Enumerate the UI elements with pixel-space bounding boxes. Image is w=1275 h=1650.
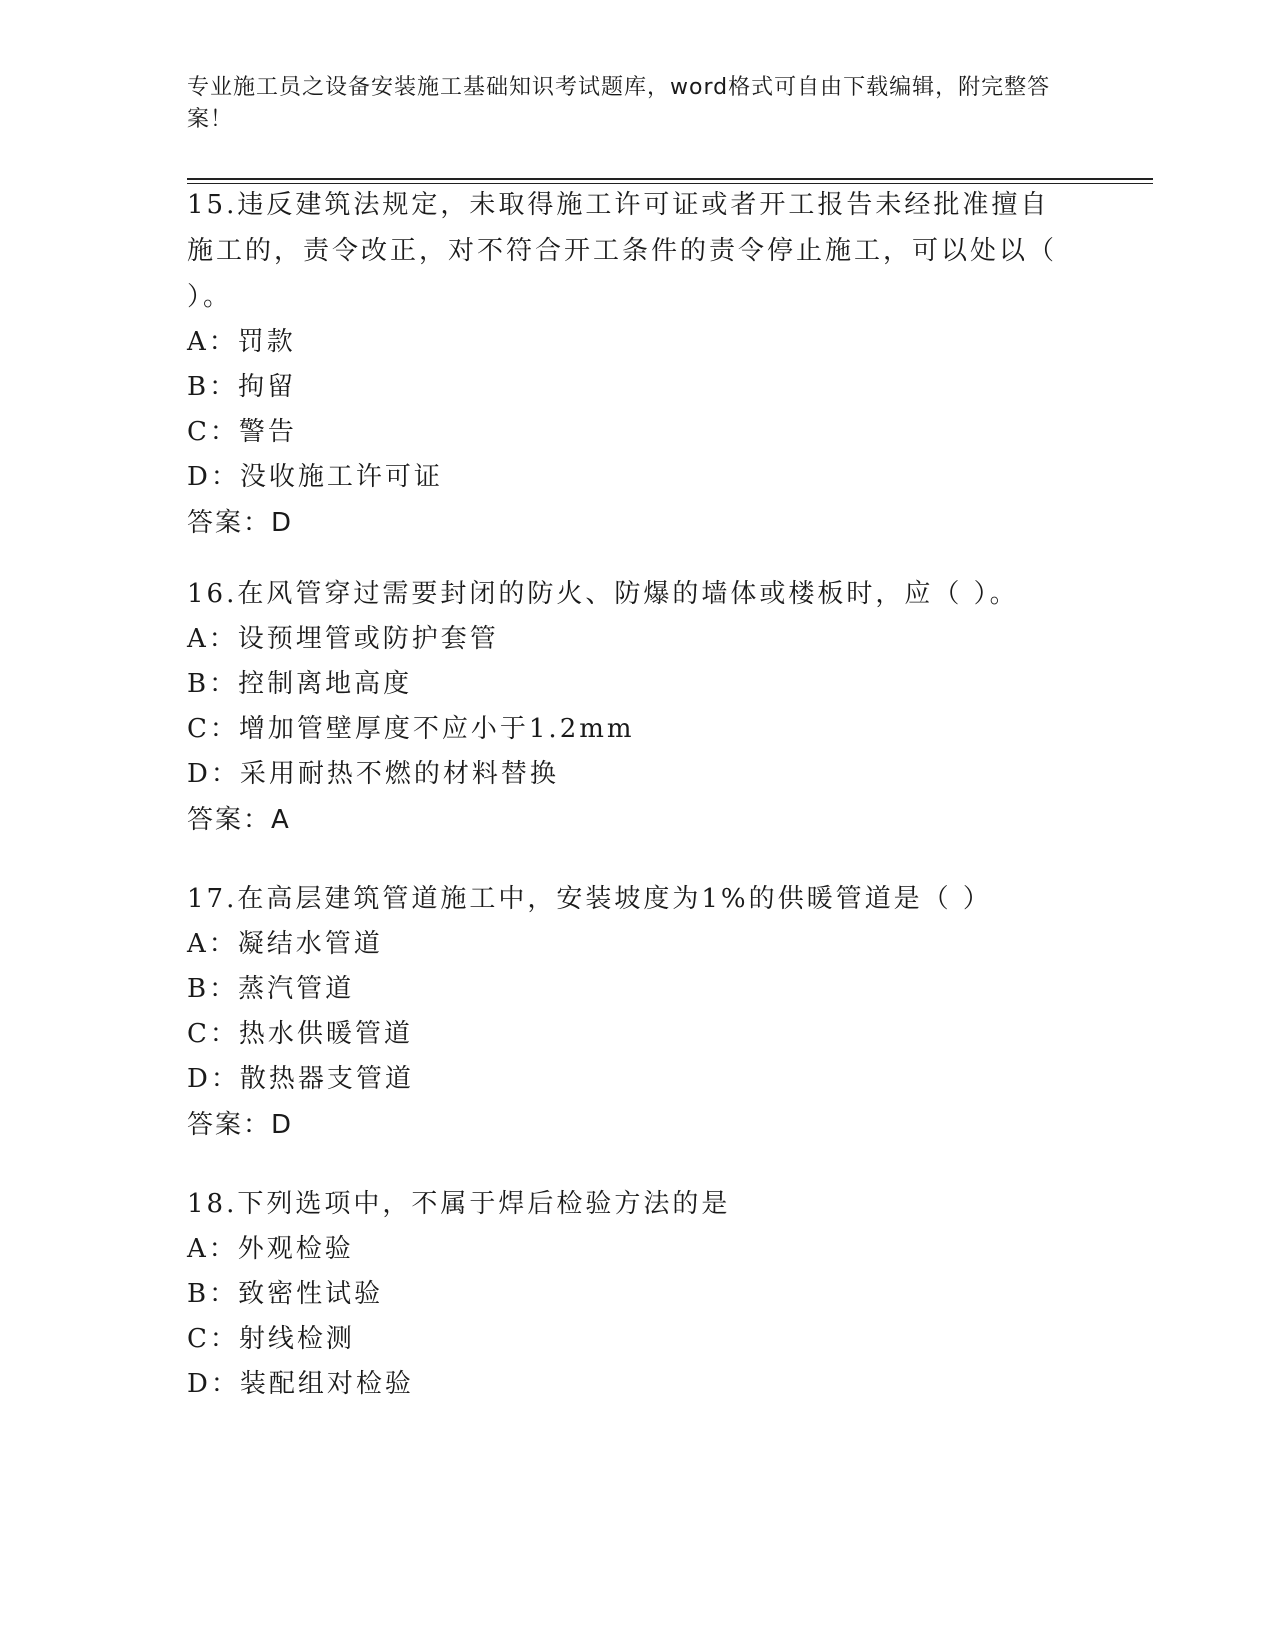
question-16 (187, 571, 1077, 843)
option-d: D：装配组对检验 (187, 1369, 414, 1399)
answer-label: 答案：A (187, 805, 291, 835)
document-header: 专业施工员之设备安装施工基础知识考试题库，word格式可自由下载编辑，附完整答案！ (187, 75, 1051, 132)
option-b: B：拘留 (187, 372, 297, 402)
option-d: D：散热器支管道 (187, 1064, 414, 1094)
question-stem: 17.在高层建筑管道施工中，安装坡度为1%的供暖管道是（ ） (187, 884, 992, 914)
option-b: B：致密性试验 (187, 1279, 384, 1309)
option-a: A：凝结水管道 (187, 929, 383, 959)
option-c: C：热水供暖管道 (187, 1019, 413, 1049)
question-stem: 15.违反建筑法规定，未取得施工许可证或者开工报告未经批准擅自施工的，责令改正，对不符合开工条件的责令停止施工，可以处以（ ）。 (187, 190, 1058, 312)
option-b: B：蒸汽管道 (187, 974, 355, 1004)
option-a: A：罚款 (187, 327, 296, 357)
option-c: C：增加管壁厚度不应小于1.2mm (187, 714, 635, 744)
answer-label: 答案：D (187, 1110, 294, 1140)
question-18 (187, 1181, 1077, 1407)
question-stem: 16.在风管穿过需要封闭的防火、防爆的墙体或楼板时，应（ ）。 (187, 579, 1019, 609)
question-15 (187, 182, 1077, 546)
option-a: A：设预埋管或防护套管 (187, 624, 499, 654)
option-d: D：没收施工许可证 (187, 462, 443, 492)
option-a: A：外观检验 (187, 1234, 354, 1264)
option-c: C：警告 (187, 417, 297, 447)
option-c: C：射线检测 (187, 1324, 355, 1354)
answer-label: 答案：D (187, 508, 294, 538)
question-stem: 18.下列选项中，不属于焊后检验方法的是 (187, 1189, 731, 1219)
header-divider-thick (187, 178, 1153, 180)
option-d: D：采用耐热不燃的材料替换 (187, 759, 559, 789)
question-17 (187, 876, 1077, 1148)
option-b: B：控制离地高度 (187, 669, 413, 699)
